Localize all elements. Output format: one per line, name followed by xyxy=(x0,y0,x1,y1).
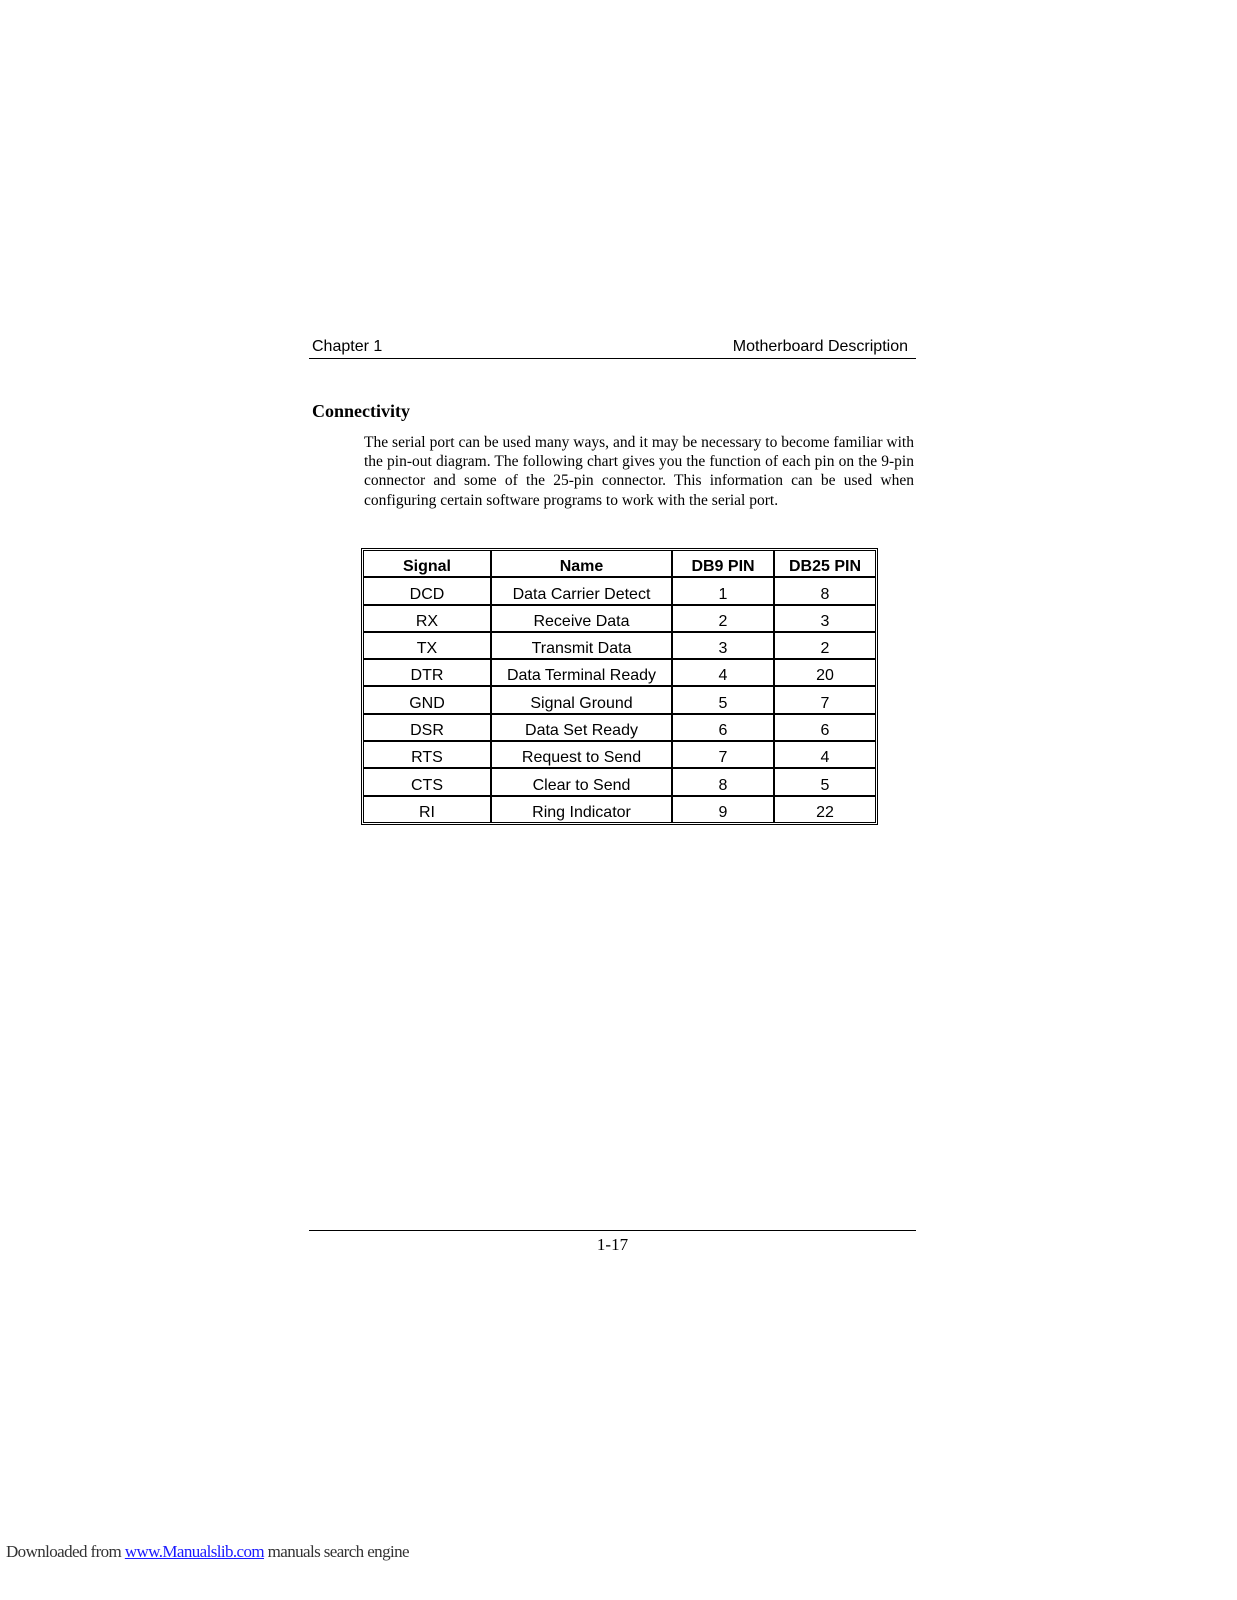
header-divider xyxy=(309,358,916,359)
cell-db9: 3 xyxy=(672,632,774,659)
cell-name: Request to Send xyxy=(491,741,672,768)
pinout-table xyxy=(364,551,875,822)
cell-signal: TX xyxy=(364,632,491,659)
column-header-db25: DB25 PIN xyxy=(774,551,875,577)
cell-signal: CTS xyxy=(364,768,491,795)
page-header xyxy=(312,338,908,358)
table-row xyxy=(364,714,875,741)
cell-name: Transmit Data xyxy=(491,632,672,659)
page-number: 1-17 xyxy=(596,1235,629,1254)
download-note-suffix: manuals search engine xyxy=(264,1542,409,1561)
cell-db25: 6 xyxy=(774,714,875,741)
footer-divider xyxy=(309,1230,916,1231)
cell-name: Data Set Ready xyxy=(491,714,672,741)
column-header-signal: Signal xyxy=(364,551,491,577)
cell-db25: 2 xyxy=(774,632,875,659)
table-header-row xyxy=(364,551,875,577)
cell-db9: 2 xyxy=(672,605,774,632)
cell-db25: 4 xyxy=(774,741,875,768)
table-row xyxy=(364,577,875,604)
cell-signal: DSR xyxy=(364,714,491,741)
section-label: Motherboard Description xyxy=(732,338,908,355)
section-heading: Connectivity xyxy=(312,401,410,421)
cell-db9: 7 xyxy=(672,741,774,768)
cell-db9: 9 xyxy=(672,796,774,822)
cell-db25: 8 xyxy=(774,577,875,604)
cell-db9: 4 xyxy=(672,659,774,686)
cell-signal: DTR xyxy=(364,659,491,686)
table-row xyxy=(364,741,875,768)
table-row xyxy=(364,659,875,686)
table-row xyxy=(364,796,875,822)
table-row xyxy=(364,605,875,632)
cell-db25: 7 xyxy=(774,686,875,713)
table-row xyxy=(364,686,875,713)
download-note-prefix: Downloaded from xyxy=(6,1542,125,1561)
cell-db25: 20 xyxy=(774,659,875,686)
cell-signal: GND xyxy=(364,686,491,713)
table-row xyxy=(364,768,875,795)
cell-name: Clear to Send xyxy=(491,768,672,795)
download-note xyxy=(6,1542,409,1562)
cell-name: Signal Ground xyxy=(491,686,672,713)
cell-db25: 22 xyxy=(774,796,875,822)
cell-db25: 3 xyxy=(774,605,875,632)
cell-signal: RX xyxy=(364,605,491,632)
cell-name: Data Carrier Detect xyxy=(491,577,672,604)
cell-signal: DCD xyxy=(364,577,491,604)
manualslib-link[interactable]: www.Manualslib.com xyxy=(124,1542,265,1561)
cell-db9: 5 xyxy=(672,686,774,713)
cell-name: Ring Indicator xyxy=(491,796,672,822)
cell-db9: 8 xyxy=(672,768,774,795)
pinout-table-frame xyxy=(361,548,878,825)
table-row xyxy=(364,632,875,659)
cell-name: Receive Data xyxy=(491,605,672,632)
column-header-db9: DB9 PIN xyxy=(672,551,774,577)
cell-name: Data Terminal Ready xyxy=(491,659,672,686)
cell-db9: 6 xyxy=(672,714,774,741)
cell-signal: RI xyxy=(364,796,491,822)
column-header-name: Name xyxy=(491,551,672,577)
cell-signal: RTS xyxy=(364,741,491,768)
body-paragraph: The serial port can be used many ways, and it may be necessary to become familiar with the pin-out diagram. The following chart gives you the function of each pin on the 9-pin connector and some of the 25-pin connector. This information can be used when configuring certain software programs to work with the serial port. xyxy=(364,434,914,509)
cell-db9: 1 xyxy=(672,577,774,604)
chapter-label: Chapter 1 xyxy=(312,338,383,355)
cell-db25: 5 xyxy=(774,768,875,795)
